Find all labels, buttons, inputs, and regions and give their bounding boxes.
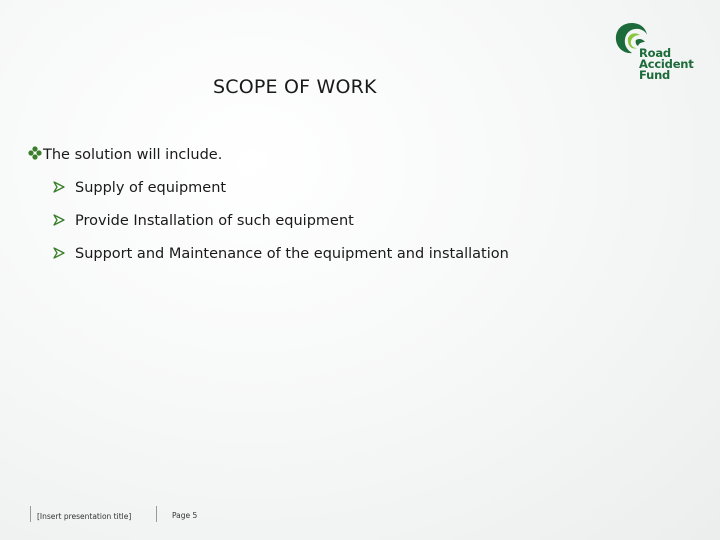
slide-title: SCOPE OF WORK <box>213 76 377 98</box>
list-item <box>53 246 509 262</box>
footer-divider <box>156 506 157 522</box>
arrow-bullet-icon <box>53 181 65 193</box>
logo-wordmark <box>639 48 694 81</box>
arrow-bullet-icon <box>53 247 65 259</box>
list-item <box>53 180 226 196</box>
diamond-bullet-icon <box>27 146 43 160</box>
logo-line-2: Accident <box>639 57 694 71</box>
footer-page-number: Page 5 <box>172 511 198 520</box>
list-item-text: Support and Maintenance of the equipment and installation <box>75 246 509 262</box>
arrow-bullet-icon <box>53 214 65 226</box>
list-item <box>53 213 354 229</box>
footer-presentation-title: [Insert presentation title] <box>37 512 132 521</box>
logo-line-1: Road <box>639 46 671 60</box>
list-item-text: Provide Installation of such equipment <box>75 213 354 229</box>
list-item-text: Supply of equipment <box>75 180 227 196</box>
footer-divider <box>30 506 31 522</box>
lead-bullet <box>27 146 222 163</box>
road-accident-fund-logo <box>612 20 694 88</box>
logo-line-3: Fund <box>639 68 671 82</box>
lead-text: The solution will include. <box>43 147 223 163</box>
